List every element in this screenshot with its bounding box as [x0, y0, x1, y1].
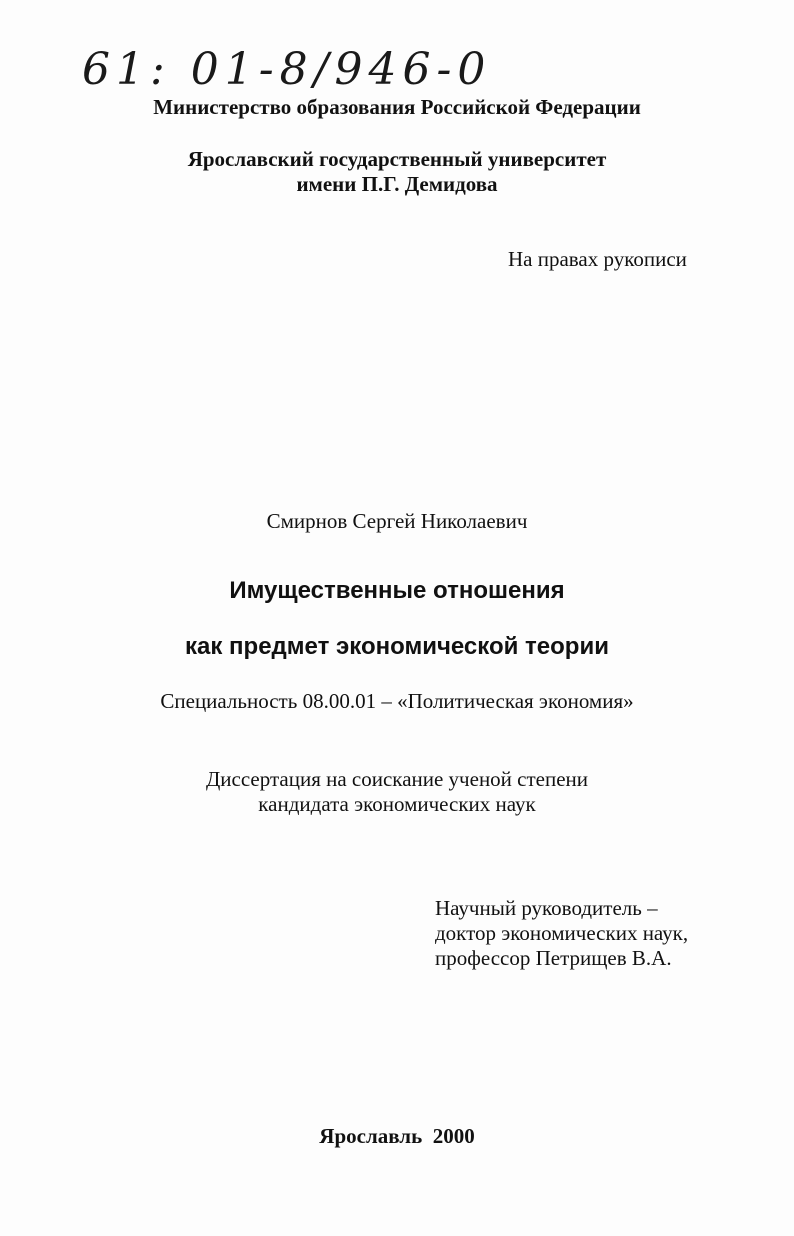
manuscript-rights-note: На правах рукописи — [508, 247, 687, 271]
supervisor-line2: доктор экономических наук, — [435, 921, 689, 945]
handwritten-archive-number-graphic — [82, 38, 522, 98]
university-name-line2: имени П.Г. Демидова — [296, 172, 498, 196]
author-name: Смирнов Сергей Николаевич — [266, 509, 528, 533]
specialty-line: Специальность 08.00.01 – «Политическая экономия» — [160, 689, 634, 713]
handwritten-archive-number — [82, 38, 522, 98]
city-year: Ярославль 2000 — [319, 1124, 475, 1148]
dissertation-title-line1: Имущественные отношения — [229, 577, 565, 604]
archive-number-text: 61: 01-8/946-0 — [82, 44, 492, 95]
ministry-name: Министерство образования Российской Федерации — [153, 95, 641, 119]
dissertation-title-line2: как предмет экономической теории — [185, 633, 609, 660]
degree-line1: Диссертация на соискание ученой степени — [205, 767, 589, 791]
supervisor-line1: Научный руководитель – — [435, 896, 658, 920]
degree-line2: кандидата экономических наук — [258, 792, 536, 816]
university-name-line1: Ярославский государственный университет — [187, 147, 607, 171]
supervisor-line3: профессор Петрищев В.А. — [435, 946, 672, 970]
